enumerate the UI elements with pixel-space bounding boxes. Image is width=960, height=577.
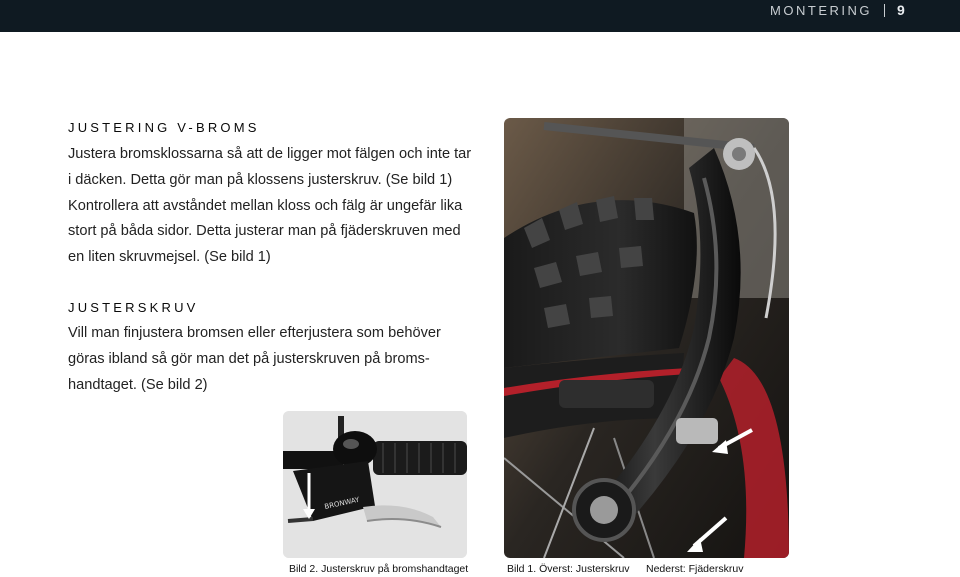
section-heading-v-brake: JUSTERING V-BROMS <box>68 120 260 135</box>
section-text-v-brake: Justera bromsklossarna så att de ligger mot fälgen och inte tar i däcken. Detta gör man på klossens justerskruv. (Se bild 1) Kontrollera att avståndet mellan kloss och fälg är ungefär lika stort på båda sidor. Detta justerar man på fjäderskruven med en liten skruvmejsel. (Se bild 1) <box>68 146 472 266</box>
figure-caption-bild2: Bild 2. Justerskruv på bromshandtaget <box>289 563 469 575</box>
page-number: 9 <box>897 2 905 18</box>
header-divider <box>884 4 885 17</box>
figure-bild1-vbrake-photo <box>504 118 789 558</box>
page-header-bar <box>0 0 960 32</box>
section-text-adjust-screw: Vill man finjustera bromsen eller efterjustera som behöver göras ibland så gör man det på justerskruven på broms-handtaget. (Se bild 2) <box>68 325 441 393</box>
figure-bild2-brake-lever-photo <box>283 411 467 558</box>
section-name: MONTERING <box>770 3 872 18</box>
section-heading-adjust-screw: JUSTERSKRUV <box>68 300 199 315</box>
bild2-brand-label: BRONWAY <box>323 495 361 511</box>
figure-caption-bild1-bottom: Nederst: Fjäderskruv <box>646 563 744 575</box>
figure-caption-bild1-top: Bild 1. Överst: Justerskruv <box>507 563 630 575</box>
